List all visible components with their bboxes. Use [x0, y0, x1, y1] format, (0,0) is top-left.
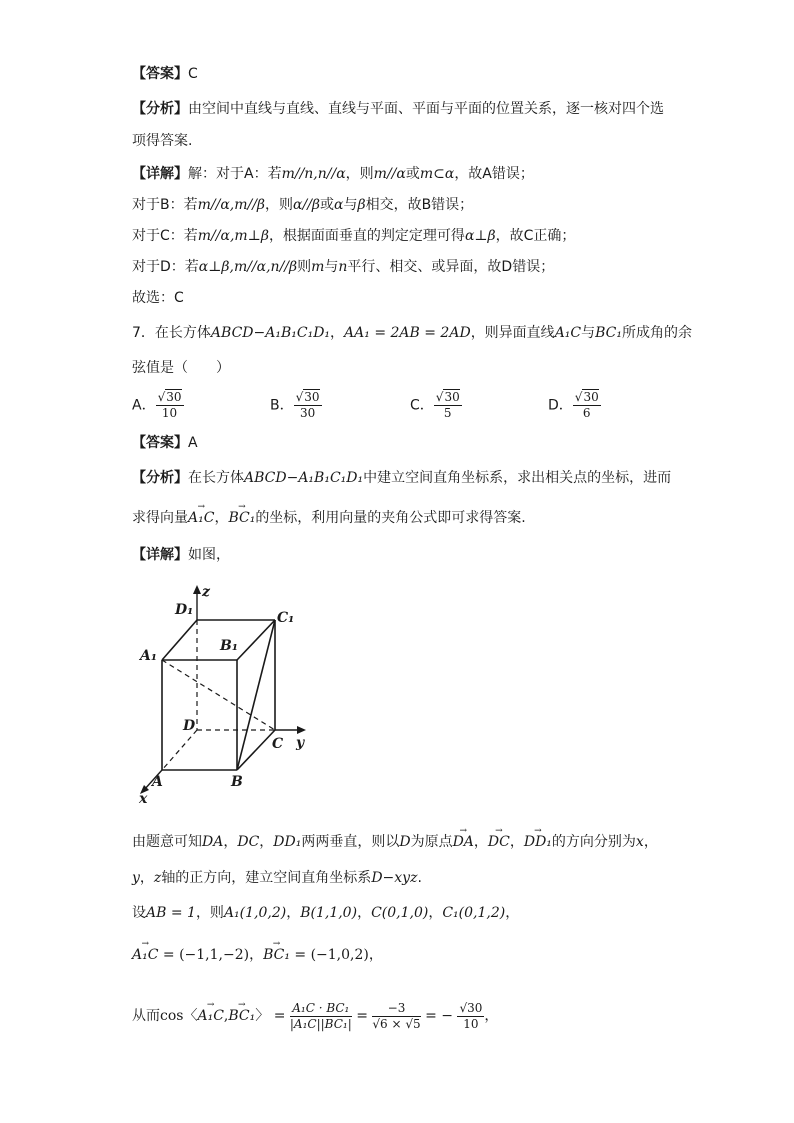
axis-label-x: x — [139, 791, 148, 805]
text: D． — [548, 397, 573, 414]
text: 为原点 — [410, 834, 453, 850]
text: 平行、相交、或异面，故D错误； — [347, 259, 555, 275]
text: ， — [139, 870, 154, 886]
text: 求得向量 — [132, 510, 188, 526]
den: 5 — [443, 406, 452, 420]
analysis-text-2: 项得答案. — [132, 133, 193, 149]
den: 10 — [463, 1016, 479, 1031]
math: cos — [160, 1008, 184, 1024]
answer-7-line — [132, 433, 198, 453]
option-c[interactable] — [410, 390, 462, 421]
vec: → BC₁ — [228, 508, 255, 528]
math: y — [132, 870, 140, 886]
cuboid-figure — [132, 580, 322, 805]
analysis-line-2 — [132, 131, 192, 151]
text: ， — [473, 834, 488, 850]
analysis-7-line-2 — [132, 508, 526, 528]
text: 在长方体 — [188, 470, 244, 486]
frac: $\frac{√30}{6}$ — [574, 390, 599, 420]
text: 7．在长方体 — [132, 325, 211, 341]
frac: $\frac{√30}{30}$ — [295, 390, 320, 420]
den: 10 — [161, 406, 178, 420]
math: B(1,1,0) — [300, 905, 358, 921]
sqrt: 30 — [444, 390, 460, 404]
sqrt: 30 — [583, 390, 599, 404]
math: m — [311, 259, 325, 275]
math: α — [334, 197, 344, 213]
math: m//α — [373, 166, 406, 182]
text: 与 — [581, 325, 596, 341]
math: = (−1,0,2) — [289, 947, 369, 963]
text: ， — [223, 834, 238, 850]
vec: → A₁C — [197, 996, 223, 1036]
text: ， — [357, 905, 372, 921]
answer-value: C — [188, 66, 198, 82]
text: 的坐标，利用向量的夹角公式即可求得答案. — [255, 510, 526, 526]
den: √6 × √5 — [372, 1016, 421, 1031]
detail-line-a — [132, 164, 534, 184]
math: = — [356, 1008, 368, 1024]
math: DD₁ — [273, 834, 302, 850]
text: ， — [214, 510, 229, 526]
text: 对于C：若 — [132, 228, 198, 244]
math: A₁C — [554, 325, 582, 341]
text: ， — [368, 947, 383, 963]
vertex-label-d: D — [183, 718, 196, 734]
tag: 【分析】 — [132, 470, 188, 486]
math: = − — [425, 1008, 454, 1024]
math: α⊥β,m//α,n//β — [198, 259, 298, 275]
answer-line — [132, 64, 198, 84]
option-b[interactable] — [270, 390, 322, 421]
math: A₁(1,0,2) — [223, 905, 287, 921]
frac — [290, 1001, 352, 1032]
solution-line-1 — [132, 832, 658, 852]
text: 所成角的余 — [622, 325, 692, 341]
vertex-label-a: A — [152, 774, 163, 790]
frac — [457, 1001, 484, 1032]
answer-tag: 【答案】 — [132, 66, 188, 82]
math: AB = 1 — [146, 905, 196, 921]
tag: 【详解】 — [132, 547, 188, 563]
text: A — [188, 435, 198, 451]
text: ， — [509, 834, 524, 850]
question-7-line-2 — [132, 358, 230, 378]
text: 弦值是（ ） — [132, 360, 230, 376]
math: m⊂α — [419, 166, 455, 182]
solution-line-5 — [132, 996, 498, 1036]
detail-line-c — [132, 226, 575, 246]
text: ， — [330, 325, 345, 341]
vec: → BC₁ — [228, 996, 255, 1036]
text: 或 — [320, 197, 335, 213]
text: ，故C正确； — [495, 228, 576, 244]
option-a[interactable] — [132, 390, 184, 421]
text: 则 — [297, 259, 312, 275]
text: ，则异面直线 — [470, 325, 555, 341]
solution-line-4 — [132, 945, 383, 965]
choose-line — [132, 288, 184, 308]
num: −3 — [372, 1001, 420, 1017]
math: m//α,m⊥β — [197, 228, 269, 244]
math: DC — [237, 834, 260, 850]
option-d[interactable] — [548, 390, 601, 421]
math: x — [635, 834, 644, 850]
num: A₁C · BC₁ — [290, 1001, 352, 1017]
text: ， — [249, 947, 264, 963]
question-7 — [132, 323, 692, 343]
vec: → DC — [488, 832, 510, 852]
detail-7-line — [132, 545, 230, 565]
math: m//n,n//α — [281, 166, 346, 182]
vertex-label-c1: C₁ — [277, 610, 295, 626]
text: 故选：C — [132, 290, 184, 306]
math: α//β — [293, 197, 321, 213]
math: AA₁ = 2AB = 2AD — [344, 325, 471, 341]
analysis-tag: 【分析】 — [132, 101, 188, 117]
solution-line-3 — [132, 903, 519, 923]
den: 6 — [582, 406, 591, 420]
vec: → DA — [453, 832, 474, 852]
text: 从而 — [132, 1008, 160, 1024]
text: 中建立空间直角坐标系，求出相关点的坐标，进而 — [363, 470, 672, 486]
math: = (−1,1,−2) — [158, 947, 250, 963]
analysis-text: 由空间中直线与直线、直线与平面、平面与平面的位置关系，逐一核对四个选 — [188, 101, 664, 117]
frac — [372, 1001, 420, 1032]
frac: $\frac{√30}{5}$ — [435, 390, 460, 420]
detail-tag: 【详解】 — [132, 166, 188, 182]
text: ， — [259, 834, 274, 850]
text: ， — [428, 905, 443, 921]
text: 设 — [132, 905, 146, 921]
vec: → A₁C — [188, 508, 214, 528]
text: 如图， — [188, 547, 230, 563]
text: ， — [643, 834, 658, 850]
math: z — [153, 870, 162, 886]
sqrt: 30 — [304, 390, 320, 404]
text: 对于D：若 — [132, 259, 199, 275]
den: |A₁C||BC₁| — [289, 1016, 352, 1031]
den: 30 — [299, 406, 316, 420]
math: C(0,1,0) — [371, 905, 429, 921]
tag: 【答案】 — [132, 435, 188, 451]
vertex-label-b1: B₁ — [220, 638, 238, 654]
math: C₁(0,1,2) — [442, 905, 506, 921]
math: β — [357, 197, 366, 213]
analysis-line — [132, 99, 664, 119]
text: 两两垂直，则以 — [301, 834, 400, 850]
math: α⊥β — [464, 228, 496, 244]
axis-label-y: y — [296, 735, 305, 751]
text: ，则 — [345, 166, 374, 182]
text: 的方向分别为 — [551, 834, 636, 850]
math: D−xyz — [371, 870, 418, 886]
text: 对于B：若 — [132, 197, 198, 213]
text: 或 — [405, 166, 420, 182]
text: . — [417, 870, 422, 886]
math: 〈 — [183, 1008, 198, 1024]
text: ， — [505, 905, 520, 921]
vertex-label-c: C — [272, 736, 284, 752]
text: ，则 — [265, 197, 294, 213]
text: B． — [270, 397, 294, 414]
text: 与 — [343, 197, 358, 213]
text: C． — [410, 397, 434, 414]
num: √30 — [459, 1000, 483, 1015]
sqrt: 30 — [166, 390, 182, 404]
axis-label-z: z — [202, 584, 210, 600]
text: 与 — [324, 259, 339, 275]
vertex-label-a1: A₁ — [140, 648, 157, 664]
text: 轴的正方向，建立空间直角坐标系 — [161, 870, 372, 886]
text: ，根据面面垂直的判定定理可得 — [268, 228, 465, 244]
math: 〉 — [255, 1008, 270, 1024]
vertex-label-d1: D₁ — [175, 602, 194, 618]
solution-line-2 — [132, 868, 422, 888]
math: , — [223, 1008, 229, 1024]
vec: → A₁C — [132, 945, 158, 965]
text: ， — [286, 905, 301, 921]
math: n — [338, 259, 348, 275]
text: 由题意可知 — [132, 834, 202, 850]
math: D — [399, 834, 411, 850]
frac: $\frac{√30}{10}$ — [157, 390, 182, 420]
analysis-7-line — [132, 468, 671, 488]
text: A． — [132, 397, 156, 414]
vec: → BC₁ — [263, 945, 290, 965]
math: ABCD−A₁B₁C₁D₁ — [244, 470, 364, 486]
math: BC₁ — [595, 325, 622, 341]
detail-line-b — [132, 195, 473, 215]
text: ，则 — [195, 905, 224, 921]
math: = — [273, 1008, 286, 1024]
text: 解：对于A：若 — [188, 166, 282, 182]
text: 相交，故B错误； — [365, 197, 474, 213]
math: DA — [202, 834, 224, 850]
text: ， — [484, 1008, 499, 1024]
math: ABCD−A₁B₁C₁D₁ — [210, 325, 331, 341]
vertex-label-b: B — [231, 774, 243, 790]
text: ，故A错误； — [454, 166, 534, 182]
vec: → DD₁ — [524, 832, 552, 852]
detail-line-d — [132, 257, 554, 277]
math: m//α,m//β — [197, 197, 266, 213]
